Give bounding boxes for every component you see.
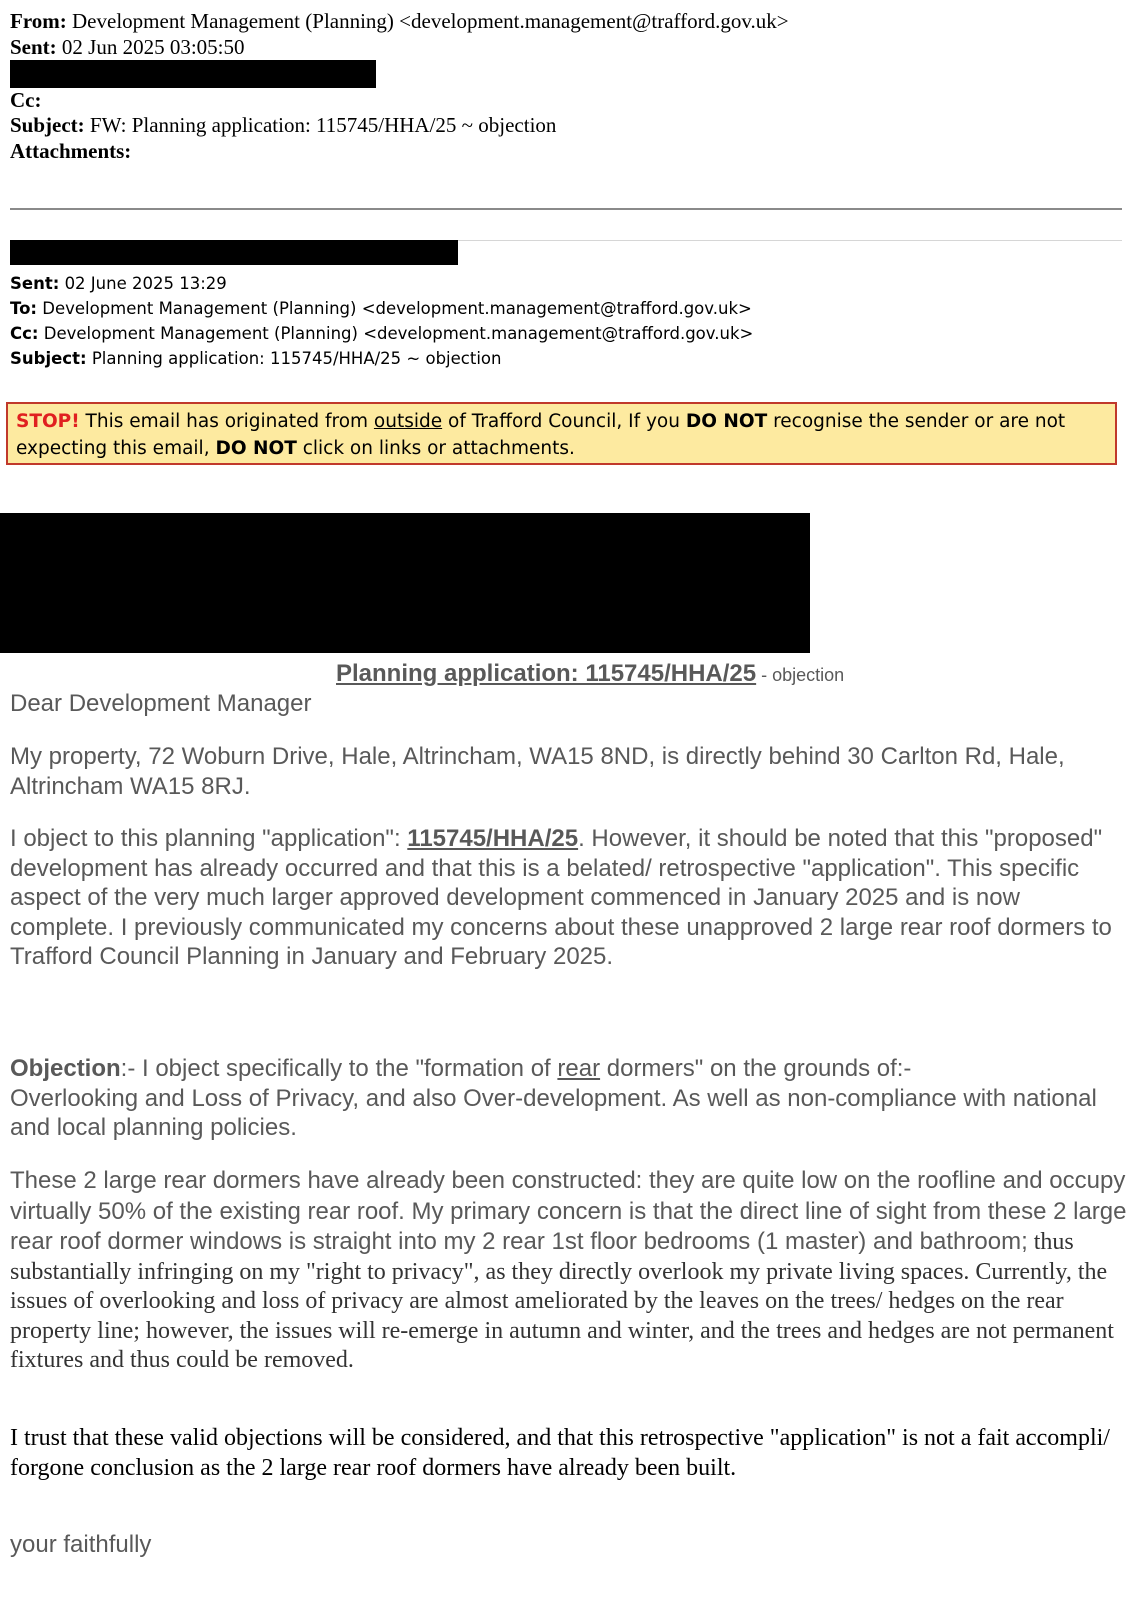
inner-sent-label: Sent:: [10, 274, 60, 293]
header-divider: [10, 208, 1122, 210]
outer-attachments-label: Attachments:: [10, 139, 132, 163]
warning-text-4: click on links or attachments.: [296, 438, 575, 459]
application-reference: 115745/HHA/25: [407, 825, 579, 852]
inner-sent-value: 02 June 2025 13:29: [64, 274, 227, 293]
warning-stop: STOP!: [16, 411, 80, 432]
outer-cc-line: [10, 88, 41, 113]
letter-title-main: Planning application: 115745/HHA/25: [336, 660, 757, 687]
para4-serif-text: thus substantially infringing on my "right to privacy", as they directly overlook my private living spaces. Currently, the issues of overlooking and loss of privacy are almost ameliorated by the leaves on the trees/ hedges on the rear property line; however, the issues will re-emerge in autumn and winter, and the trees and hedges are not permanent fixtures and thus could be removed.: [10, 1229, 1114, 1373]
para4-sans-text: These 2 large rear dormers have already been constructed: they are quite low on the roofline and occupy virtually 50% of the existing rear roof. My primary concern is that the direct line of sight from these 2 large rear roof dormer windows is straight into my 2 rear 1st floor bedrooms (1 master) and bathroom;: [10, 1167, 1127, 1255]
warning-text-2: of Trafford Council, If you: [442, 411, 686, 432]
objection-line-2: Overlooking and Loss of Privacy, and also Over-development. As well as non-compliance with national and local planning policies.: [10, 1084, 1097, 1141]
objection-text-b: dormers" on the grounds of:-: [600, 1055, 912, 1082]
warning-do-not-2: DO NOT: [215, 438, 297, 459]
redacted-sender: [10, 240, 458, 265]
warning-text-1: This email has originated from: [79, 411, 374, 432]
external-email-warning: [6, 402, 1117, 465]
para2-text-a: I object to this planning "application":: [10, 825, 408, 852]
outer-attachments-line: [10, 139, 131, 164]
outer-subject-label: Subject:: [10, 113, 85, 137]
inner-to-value: Development Management (Planning) <development.management@trafford.gov.uk>: [42, 299, 752, 318]
outer-sent-label: Sent:: [10, 35, 57, 59]
outer-from-value: Development Management (Planning) <development.management@trafford.gov.uk>: [72, 9, 789, 33]
redacted-recipient: [10, 60, 376, 88]
inner-to-label: To:: [10, 299, 37, 318]
inner-sent-line: [10, 271, 227, 296]
paragraph-closing: I trust that these valid objections will be considered, and that this retrospective "application" is not a fait accompli/ forgone conclusion as the 2 large rear roof dormers have already been built.: [10, 1425, 1110, 1481]
objection-text-a: :- I object specifically to the "formation of: [120, 1055, 558, 1082]
inner-cc-line: [10, 321, 753, 346]
outer-from-line: [10, 9, 789, 34]
outer-subject-value: FW: Planning application: 115745/HHA/25 ~ objection: [89, 113, 557, 137]
sign-off: your faithfully: [10, 1531, 152, 1558]
outer-sent-value: 02 Jun 2025 03:05:50: [61, 35, 245, 59]
letter-title: [336, 660, 844, 688]
para2-text-b: . However, it should be noted that this "proposed" development has already occurred and that this is a belated/ retrospective "application". This specific aspect of the very much larger approved development commenced in January 2025 and is now complete. I previously communicated my concerns about these unapproved 2 large rear roof dormers to Trafford Council Planning in January and February 2025.: [10, 825, 1112, 970]
warning-outside: outside: [373, 411, 443, 432]
inner-subject-line: [10, 346, 501, 371]
outer-sent-line: [10, 35, 245, 60]
letter-title-suffix: - objection: [756, 665, 845, 685]
outer-cc-label: Cc:: [10, 88, 42, 112]
inner-subject-label: Subject:: [10, 349, 87, 368]
outer-from-label: From:: [10, 9, 67, 33]
paragraph-objection-intro: [10, 824, 1122, 972]
warning-text-3: recognise the sender or are not expecting this email,: [16, 411, 1066, 459]
outer-subject-line: [10, 113, 556, 138]
warning-do-not-1: DO NOT: [685, 411, 768, 432]
objection-rear: rear: [557, 1055, 601, 1082]
inner-cc-value: Development Management (Planning) <development.management@trafford.gov.uk>: [43, 324, 754, 343]
paragraph-objection-grounds: [10, 1054, 1100, 1143]
objection-label: Objection: [10, 1055, 121, 1082]
redacted-block: [0, 513, 810, 653]
inner-cc-label: Cc:: [10, 324, 39, 343]
salutation: Dear Development Manager: [10, 690, 312, 717]
inner-to-line: [10, 296, 752, 321]
paragraph-property: My property, 72 Woburn Drive, Hale, Altrincham, WA15 8ND, is directly behind 30 Carlton Rd, Hale, Altrincham WA15 8RJ.: [10, 743, 1065, 800]
inner-subject-value: Planning application: 115745/HHA/25 ~ objection: [91, 349, 502, 368]
paragraph-dormers: [10, 1166, 1128, 1376]
